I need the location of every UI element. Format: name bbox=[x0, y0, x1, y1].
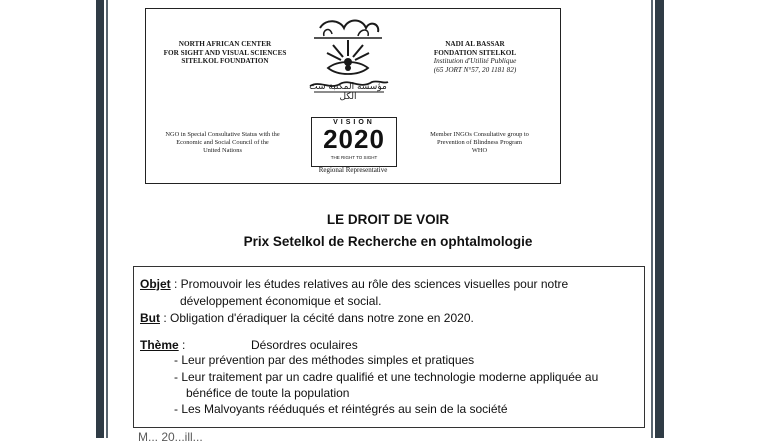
theme-line bbox=[140, 338, 185, 352]
but-text: : Obligation d'éradiquer la cécité dans notre zone en 2020. bbox=[160, 311, 474, 325]
theme-label: Thème bbox=[140, 338, 179, 352]
right-organization bbox=[400, 40, 550, 74]
foundation-emblem-logo bbox=[300, 10, 396, 102]
regional-representative: Regional Representative bbox=[318, 166, 388, 174]
ingo-line: Member INGOs Consultative group to bbox=[430, 131, 529, 138]
theme-item-continuation: bénéfice de toute la population bbox=[186, 386, 350, 400]
right-org-line: NADI AL BASSAR bbox=[445, 40, 505, 48]
but-line bbox=[140, 311, 474, 325]
vision-logo-tagline: THE RIGHT TO SIGHT bbox=[330, 155, 378, 160]
theme-title: Désordres oculaires bbox=[251, 338, 358, 352]
arabic-foundation-name: مؤسسة المكتبة ست الكل bbox=[309, 82, 387, 102]
theme-item: - Leur traitement par un cadre qualifié et une technologie moderne appliquée au bbox=[174, 370, 599, 384]
theme-colon: : bbox=[178, 338, 186, 352]
ingo-membership bbox=[412, 131, 547, 155]
ngo-status bbox=[150, 131, 295, 155]
left-org-line: FOR SIGHT AND VISUAL SCIENCES bbox=[163, 48, 287, 57]
ingo-line: WHO bbox=[471, 147, 488, 154]
right-org-line: Institution d'Utilité Publique bbox=[433, 57, 517, 65]
left-org-line: SITELKOL FOUNDATION bbox=[181, 57, 269, 65]
ngo-status-line: Economic and Social Council of the bbox=[176, 139, 269, 146]
theme-item: - Leur prévention par des méthodes simples et pratiques bbox=[174, 353, 475, 367]
but-label: But bbox=[140, 311, 160, 325]
right-org-line: (65 JORT N°57, 20 1181 82) bbox=[433, 65, 517, 74]
objet-label: Objet bbox=[140, 277, 171, 291]
ngo-status-line: NGO in Special Consultative Status with the bbox=[165, 131, 280, 138]
document-subtitle: Prix Setelkol de Recherche en ophtalmologie bbox=[243, 234, 533, 249]
left-org-line: NORTH AFRICAN CENTER bbox=[178, 40, 272, 48]
vision-logo-word: VISION bbox=[333, 119, 375, 126]
left-organization bbox=[150, 40, 300, 66]
vision-logo-year: 2020 bbox=[323, 124, 385, 154]
objet-text: : Promouvoir les études relatives au rôle des sciences visuelles pour notre bbox=[170, 277, 569, 291]
vision-2020-logo bbox=[311, 117, 397, 167]
ingo-line: Prevention of Blindness Program bbox=[436, 139, 523, 146]
objet-continuation: développement économique et social. bbox=[180, 294, 382, 308]
objet-line bbox=[140, 277, 568, 291]
theme-item: - Les Malvoyants rééduqués et réintégrés au sein de la société bbox=[174, 402, 508, 416]
cut-off-text: M... 20...ill... bbox=[138, 430, 203, 444]
ngo-status-line: United Nations bbox=[203, 147, 242, 154]
document-title: LE DROIT DE VOIR bbox=[326, 212, 450, 227]
right-org-line: FONDATION SITELKOL bbox=[433, 48, 517, 57]
